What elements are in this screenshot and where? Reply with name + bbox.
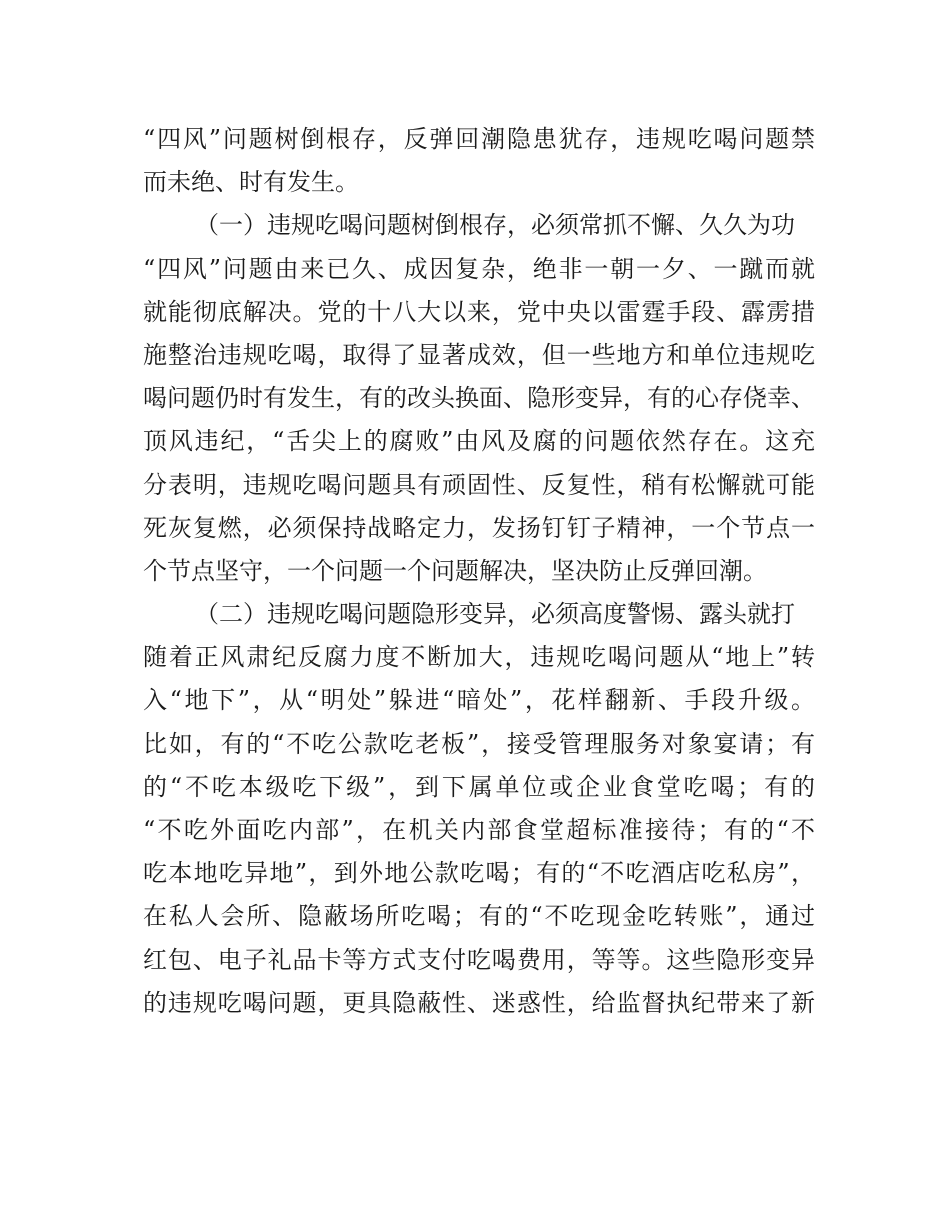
text-line: 就能彻底解决。党的十八大以来，党中央以雷霆手段、霹雳措 xyxy=(143,297,815,326)
text-line: 分表明，违规吃喝问题具有顽固性、反复性，稍有松懈就可能 xyxy=(143,470,815,499)
text-line: 而未绝、时有发生。 xyxy=(143,168,359,197)
text-line: 红包、电子礼品卡等方式支付吃喝费用，等等。这些隐形变异 xyxy=(143,945,815,974)
paragraph-1 xyxy=(143,118,815,204)
text-line: 个节点坚守，一个问题一个问题解决，坚决防止反弹回潮。 xyxy=(143,556,767,585)
text-line: 吃本地吃异地”，到外地公款吃喝；有的“不吃酒店吃私房”， xyxy=(143,859,815,888)
section-heading-2: （二）违规吃喝问题隐形变异，必须高度警惕、露头就打 xyxy=(195,600,795,629)
text-line: 比如，有的“不吃公款吃老板”，接受管理服务对象宴请；有 xyxy=(143,729,815,758)
text-line: 在私人会所、隐蔽场所吃喝；有的“不吃现金吃转账”，通过 xyxy=(143,902,815,931)
text-line: 的违规吃喝问题，更具隐蔽性、迷惑性，给监督执纪带来了新 xyxy=(143,988,815,1017)
paragraph-2 xyxy=(143,204,815,593)
text-line: 死灰复燃，必须保持战略定力，发扬钉钉子精神，一个节点一 xyxy=(143,513,815,542)
document-body xyxy=(143,118,815,1025)
text-line: “四风”问题树倒根存，反弹回潮隐患犹存，违规吃喝问题禁 xyxy=(143,125,815,153)
section-heading-1: （一）违规吃喝问题树倒根存，必须常抓不懈、久久为功 xyxy=(195,211,795,240)
paragraph-3 xyxy=(143,593,815,1025)
text-line: 入“地下”，从“明处”躲进“暗处”，花样翻新、手段升级。 xyxy=(143,686,815,715)
text-line: 随着正风肃纪反腐力度不断加大，违规吃喝问题从“地上”转 xyxy=(143,643,815,672)
text-line: “四风”问题由来已久、成因复杂，绝非一朝一夕、一蹴而就 xyxy=(143,254,815,283)
text-line: 施整治违规吃喝，取得了显著成效，但一些地方和单位违规吃 xyxy=(143,340,815,369)
text-line: “不吃外面吃内部”，在机关内部食堂超标准接待；有的“不 xyxy=(143,816,815,844)
text-line: 顶风违纪，“舌尖上的腐败”由风及腐的问题依然存在。这充 xyxy=(143,427,815,456)
text-line: 的“不吃本级吃下级”，到下属单位或企业食堂吃喝；有的 xyxy=(143,772,815,801)
text-line: 喝问题仍时有发生，有的改头换面、隐形变异，有的心存侥幸、 xyxy=(143,384,815,413)
